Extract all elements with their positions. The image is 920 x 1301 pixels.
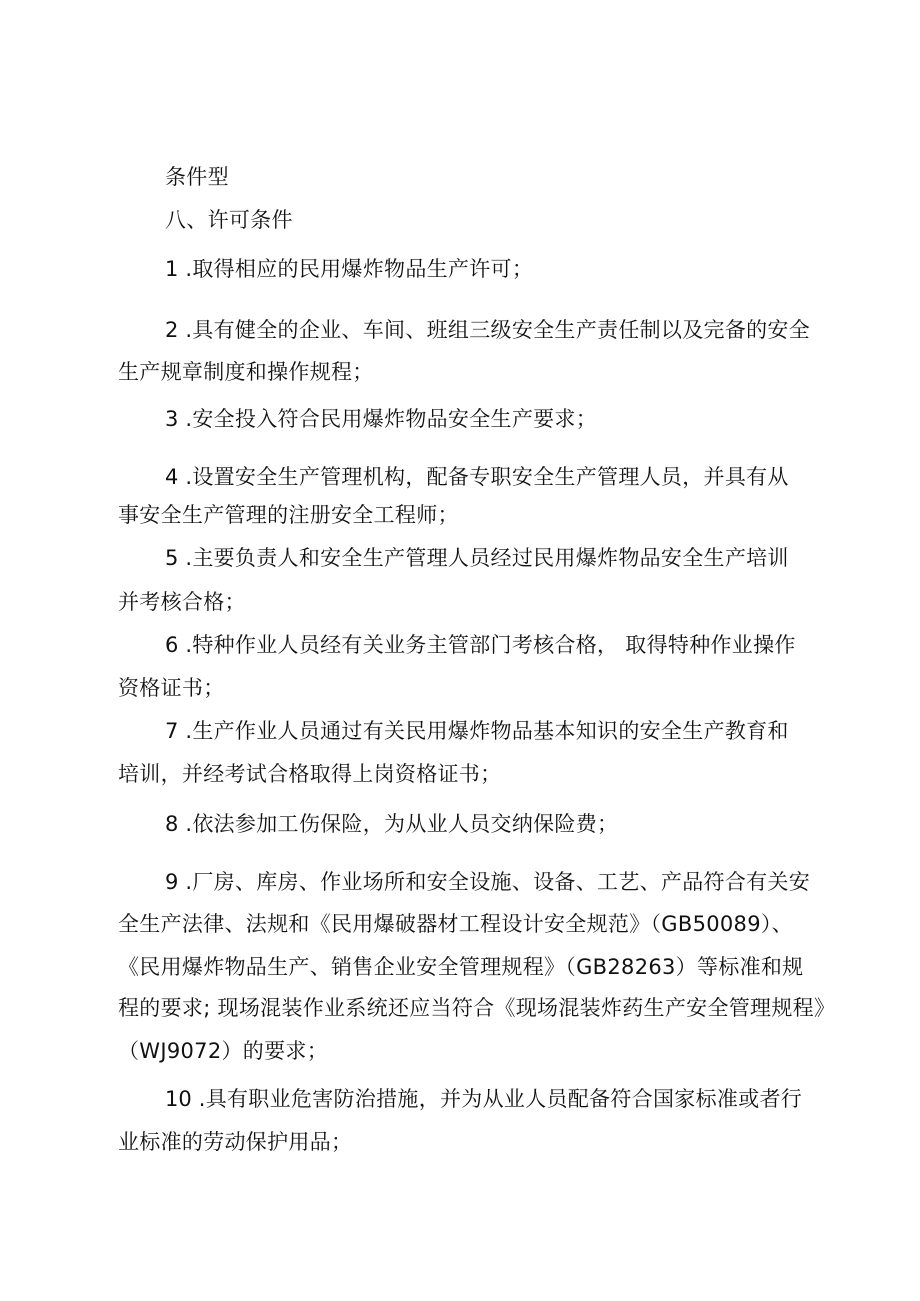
list-item-7	[165, 719, 789, 743]
item-number: 7	[165, 719, 179, 743]
item-continuation: 业标准的劳动保护用品；	[118, 1130, 353, 1154]
item-number: 4	[165, 465, 179, 489]
list-item-10	[165, 1087, 802, 1111]
item-continuation: 《民用爆炸物品生产、销售企业安全管理规程》（GB28263）等标准和规	[118, 955, 804, 979]
item-number: 2	[165, 318, 179, 342]
list-item-1	[165, 257, 533, 281]
item-continuation: 事安全生产管理的注册安全工程师；	[118, 503, 459, 527]
item-text: .依法参加工伤保险，为从业人员交纳保险费；	[185, 812, 619, 836]
item-number: 3	[165, 407, 179, 431]
item-text: .具有健全的企业、车间、班组三级安全生产责任制以及完备的安全	[185, 318, 811, 342]
list-item-2	[165, 318, 810, 342]
list-item-3	[165, 407, 597, 431]
item-text: .特种作业人员经有关业务主管部门考核合格， 取得特种作业操作	[185, 633, 796, 657]
list-item-8	[165, 812, 618, 836]
section-title: 八、许可条件	[165, 208, 293, 232]
item-continuation: 并考核合格；	[118, 590, 246, 614]
item-number: 9	[165, 870, 179, 894]
item-text: .生产作业人员通过有关民用爆炸物品基本知识的安全生产教育和	[185, 719, 789, 743]
item-continuation: 程的要求; 现场混装作业系统还应当符合《现场混装炸药生产安全管理规程》	[118, 996, 836, 1020]
list-item-9	[165, 870, 810, 894]
list-item-5	[165, 546, 789, 570]
item-text: .取得相应的民用爆炸物品生产许可；	[185, 257, 534, 281]
list-item-4	[165, 465, 789, 489]
item-text: .安全投入符合民用爆炸物品安全生产要求；	[185, 407, 598, 431]
item-continuation: 资格证书；	[118, 676, 225, 700]
item-text: .具有职业危害防治措施，并为从业人员配备符合国家标准或者行	[198, 1087, 803, 1111]
item-continuation: 全生产法律、法规和《民用爆破器材工程设计安全规范》（GB50089）、	[118, 912, 793, 936]
item-number: 10	[165, 1087, 192, 1111]
item-text: .厂房、库房、作业场所和安全设施、设备、工艺、产品符合有关安	[185, 870, 811, 894]
list-item-6	[165, 633, 796, 657]
item-continuation: 培训，并经考试合格取得上岗资格证书；	[118, 762, 502, 786]
item-text: .设置安全生产管理机构，配备专职安全生产管理人员，并具有从	[185, 465, 789, 489]
item-number: 8	[165, 812, 179, 836]
item-continuation: 生产规章制度和操作规程；	[118, 360, 374, 384]
item-number: 5	[165, 546, 179, 570]
heading-type: 条件型	[165, 165, 229, 189]
item-text: .主要负责人和安全生产管理人员经过民用爆炸物品安全生产培训	[185, 546, 789, 570]
item-continuation: （WJ9072）的要求；	[118, 1039, 329, 1063]
item-number: 6	[165, 633, 179, 657]
item-number: 1	[165, 257, 179, 281]
